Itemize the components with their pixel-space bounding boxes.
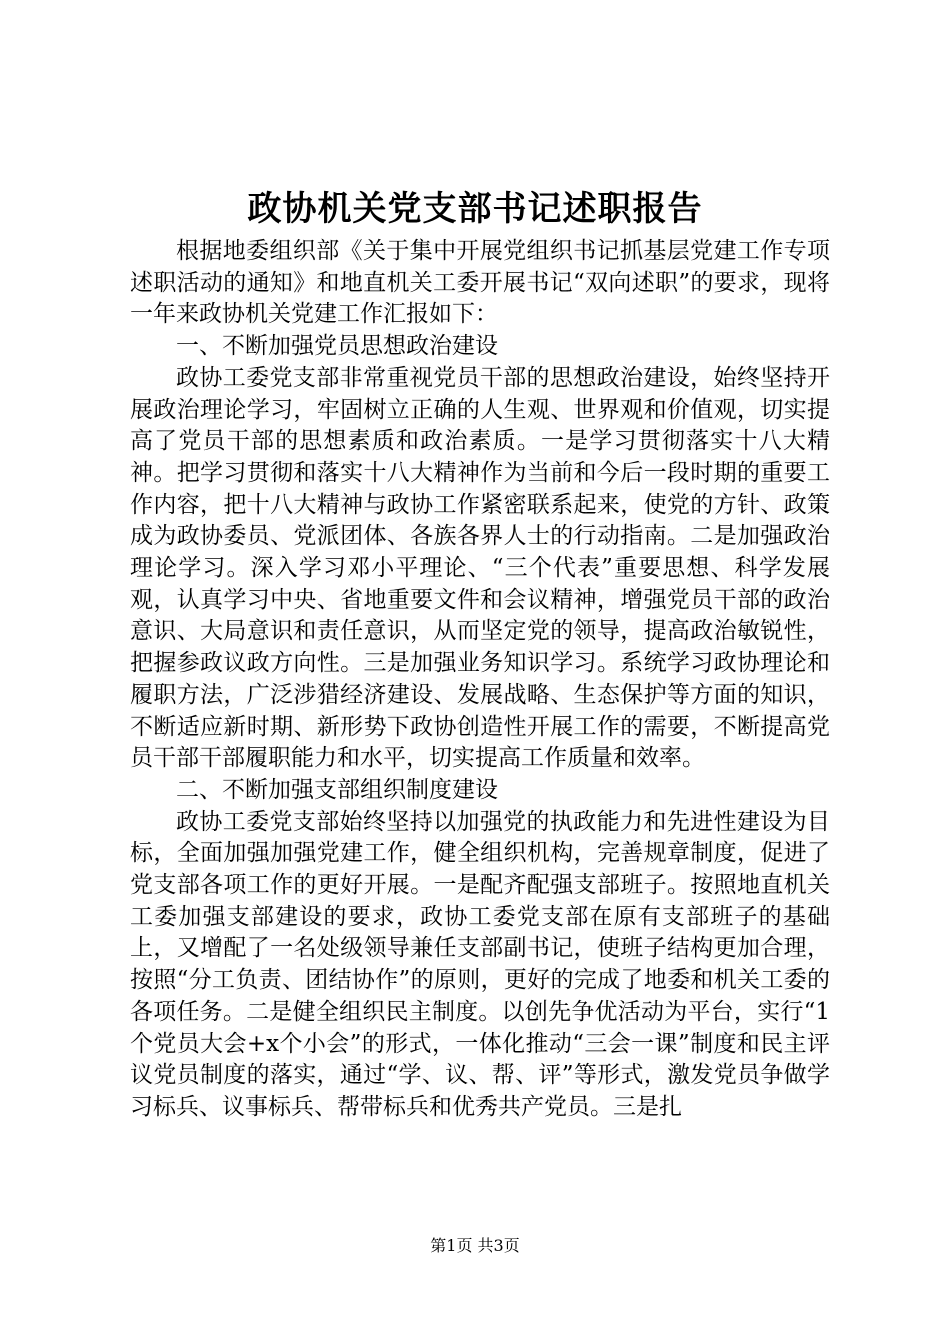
section-heading-2: 二、不断加强支部组织制度建设 (176, 776, 498, 803)
page-footer: 第1页 共3页 (430, 1236, 520, 1255)
intro-paragraph: 根据地委组织部《关于集中开展党组织书记抓基层党建工作专项述职活动的通知》和地直机关工委开展书记“双向述职”的要求，现将一年来政协机关党建工作汇报如下： (130, 238, 830, 328)
section-1-paragraph: 政协工委党支部非常重视党员干部的思想政治建设，始终坚持开展政治理论学习，牢固树立正确的人生观、世界观和价值观，切实提高了党员干部的思想素质和政治素质。一是学习贯彻落实十八大精神。把学习贯彻和落实十八大精神作为当前和今后一段时期的重要工作内容，把十八大精神与政协工作紧密联系起来，使党的方针、政策成为政协委员、党派团体、各族各界人士的行动指南。二是加强政治理论学习。深入学习邓小平理论、“三个代表”重要思想、科学发展观，认真学习中央、省地重要文件和会议精神，增强党员干部的政治意识、大局意识和责任意识，从而坚定党的领导，提高政治敏锐性，把握参政议政方向性。三是加强业务知识学习。系统学习政协理论和履职方法，广泛涉猎经济建设、发展战略、生态保护等方面的知识，不断适应新时期、新形势下政协创造性开展工作的需要，不断提高党员干部干部履职能力和水平，切实提高工作质量和效率。 (130, 364, 830, 772)
document-body (130, 236, 830, 1124)
section-2-paragraph: 政协工委党支部始终坚持以加强党的执政能力和先进性建设为目标，全面加强加强党建工作，健全组织机构，完善规章制度，促进了党支部各项工作的更好开展。一是配齐配强支部班子。按照地直机关工委加强支部建设的要求，政协工委党支部在原有支部班子的基础上，又增配了一名处级领导兼任支部副书记，使班子结构更加合理，按照“分工负责、团结协作”的原则，更好的完成了地委和机关工委的各项任务。二是健全组织民主制度。以创先争优活动为平台，实行“1个党员大会+x个小会”的形式，一体化推动“三会一课”制度和民主评议党员制度的落实，通过“学、议、帮、评”等形式，激发党员争做学习标兵、议事标兵、帮带标兵和优秀共产党员。三是扎 (130, 808, 830, 1120)
section-heading-1: 一、不断加强党员思想政治建设 (176, 333, 498, 360)
document-title: 政协机关党支部书记述职报告 (247, 189, 703, 229)
